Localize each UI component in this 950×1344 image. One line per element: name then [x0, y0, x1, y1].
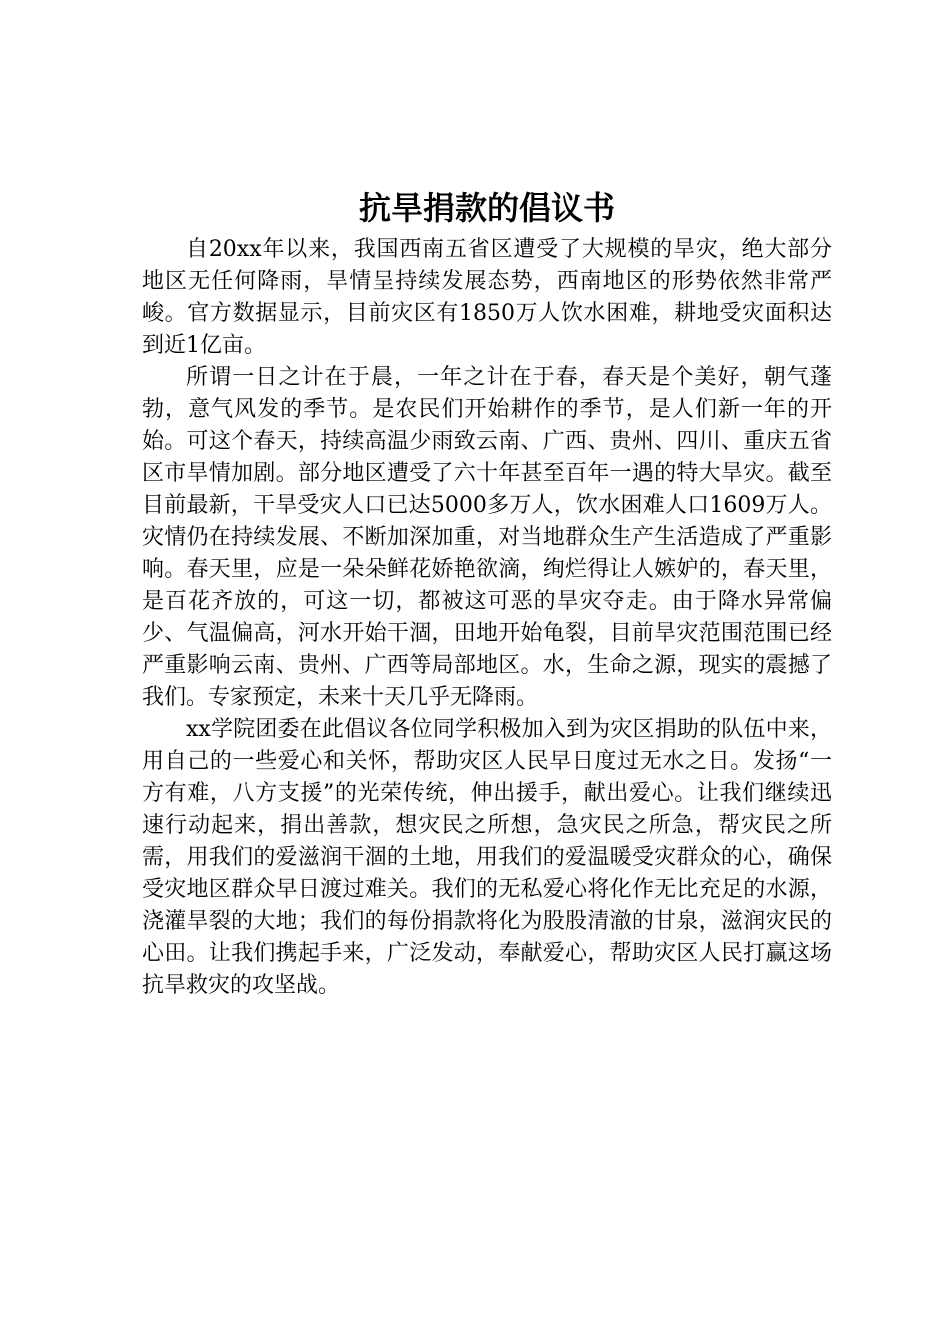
paragraph-3: xx学院团委在此倡议各位同学积极加入到为灾区捐助的队伍中来，用自己的一些爱心和关怀，帮助灾区人民早日度过无水之日。发扬“一方有难，八方支援”的光荣传统，伸出援手，献出爱心。让我们继续迅速行动起来，捐出善款，想灾民之所想，急灾民之所急，帮灾民之所需，用我们的爱滋润干涸的土地，用我们的爱温暖受灾群众的心，确保受灾地区群众早日渡过难关。我们的无私爱心将化作无比充足的水源，浇灌旱裂的大地；我们的每份捐款将化为股股清澈的甘泉，滋润灾民的心田。让我们携起手来，广泛发动，奉献爱心，帮助灾区人民打赢这场抗旱救灾的攻坚战。 — [142, 717, 832, 998]
document-title: 抗旱捐款的倡议书 — [358, 189, 615, 227]
paragraph-2: 所谓一日之计在于晨，一年之计在于春，春天是个美好，朝气蓬勃，意气风发的季节。是农民们开始耕作的季节，是人们新一年的开始。可这个春天，持续高温少雨致云南、广西、贵州、四川、重庆五省区市旱情加剧。部分地区遭受了六十年甚至百年一遇的特大旱灾。截至目前最新，干旱受灾人口已达5000多万人，饮水困难人口1609万人。灾情仍在持续发展、不断加深加重，对当地群众生产生活造成了严重影响。春天里，应是一朵朵鲜花娇艳欲滴，绚烂得让人嫉妒的，春天里，是百花齐放的，可这一切，都被这可恶的旱灾夺走。由于降水异常偏少、气温偏高，河水开始干涸，田地开始龟裂，目前旱灾范围范围已经严重影响云南、贵州、广西等局部地区。水，生命之源，现实的震撼了我们。专家预定，未来十天几乎无降雨。 — [142, 365, 832, 710]
paragraph-1: 自20xx年以来，我国西南五省区遭受了大规模的旱灾，绝大部分地区无任何降雨，旱情呈持续发展态势，西南地区的形势依然非常严峻。官方数据显示，目前灾区有1850万人饮水困难，耕地受灾面积达到近1亿亩。 — [142, 237, 832, 358]
document-body — [142, 182, 832, 1002]
